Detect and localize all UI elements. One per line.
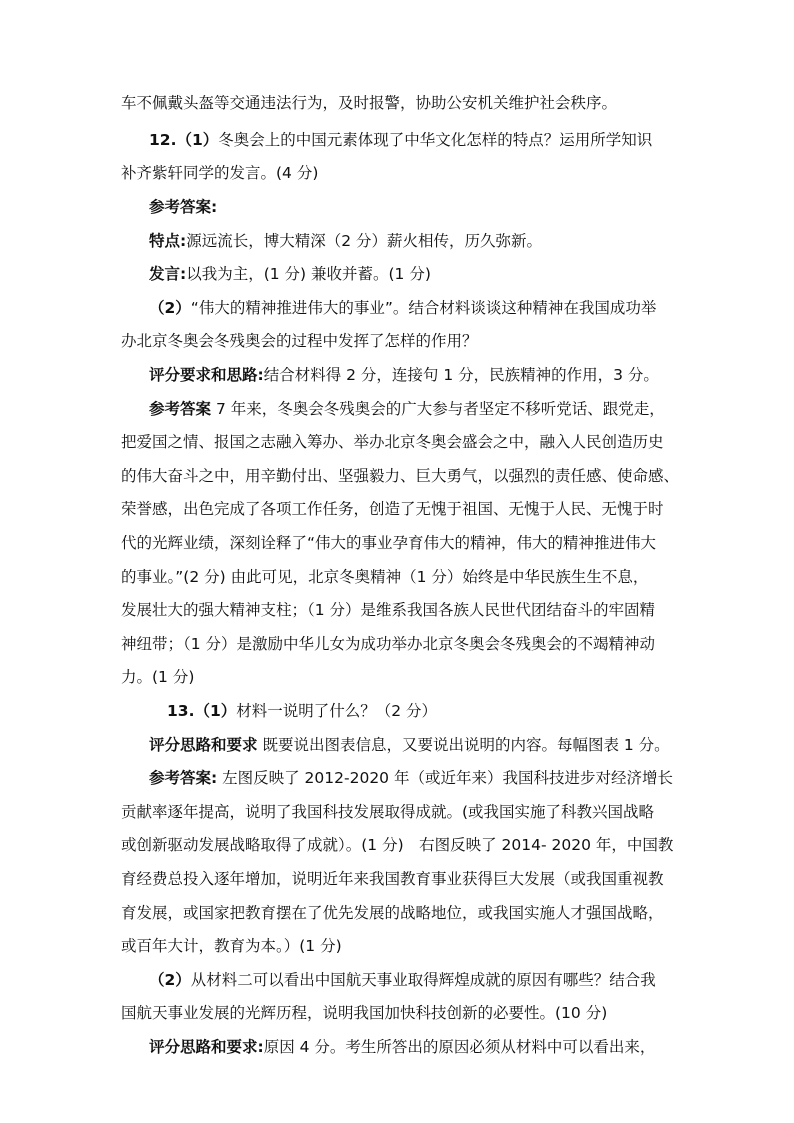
answer-line: 特点:源远流长，博大精深（2 分）薪火相传，历久弥新。 — [149, 232, 542, 250]
text-line: 育发展，或国家把教育摆在了优先发展的战略地位，或我国实施人才强国战略， — [121, 904, 664, 922]
scoring-line: 评分思路和要求:原因 4 分。考生所答出的原因必须从材料中可以看出来， — [149, 1038, 656, 1056]
text-line: 或百年大计，教育为本。）(1 分) — [121, 937, 342, 955]
question-13-2: （2）从材料二可以看出中国航天事业取得辉煌成就的原因有哪些？结合我 — [149, 971, 656, 989]
text-line: 或创新驱动发展战略取得了成就）。(1 分) 右图反映了 2014- 2020 年，中国教 — [121, 836, 674, 854]
text-line: 代的光辉业绩，深刻诠释了“伟大的事业孕育伟大的精神，伟大的精神推进伟大 — [121, 534, 657, 552]
scoring-line: 评分思路和要求 既要说出图表信息，又要说出说明的内容。每幅图表 1 分。 — [149, 736, 670, 754]
text-line: 办北京冬奥会冬残奥会的过程中发挥了怎样的作用？ — [121, 332, 478, 350]
question-12-2: （2）“伟大的精神推进伟大的事业”。结合材料谈谈这种精神在我国成功举 — [149, 299, 657, 317]
text-line: 补齐紫轩同学的发言。(4 分) — [121, 164, 319, 182]
answer-heading: 参考答案: — [149, 198, 218, 216]
question-12-1: 12.（1）冬奥会上的中国元素体现了中华文化怎样的特点？运用所学知识 — [149, 131, 653, 149]
text-line: 把爱国之情、报国之志融入筹办、举办北京冬奥会盛会之中，融入人民创造历史 — [121, 433, 664, 451]
text-line: 育经费总投入逐年增加，说明近年来我国教育事业获得巨大发展（或我国重视教 — [121, 870, 664, 888]
text-line: 国航天事业发展的光辉历程，说明我国加快科技创新的必要性。(10 分) — [121, 1004, 608, 1022]
text-line: 发展壮大的强大精神支柱；（1 分）是维系我国各族人民世代团结奋斗的牢固精 — [121, 601, 656, 619]
text-line: 贡献率逐年提高，说明了我国科技发展取得成就。(或我国实施了科教兴国战略 — [121, 803, 655, 821]
text-line: 荣誉感，出色完成了各项工作任务，创造了无愧于祖国、无愧于人民、无愧于时 — [121, 500, 664, 518]
answer-line: 参考答案 7 年来，冬奥会冬残奥会的广大参与者坚定不移听党话、跟党走， — [149, 400, 665, 418]
question-13-1: 13.（1）材料一说明了什么？（2 分） — [167, 702, 438, 720]
text-line: 神纽带；（1 分）是激励中华儿女为成功举办北京冬奥会冬残奥会的不竭精神动 — [121, 635, 656, 653]
answer-line: 参考答案: 左图反映了 2012-2020 年（或近年来）我国科技进步对经济增长 — [149, 769, 673, 787]
answer-line: 发言:以我为主，(1 分) 兼收并蓄。(1 分) — [149, 265, 431, 283]
text-line: 的伟大奋斗之中，用辛勤付出、坚强毅力、巨大勇气，以强烈的责任感、使命感、 — [121, 467, 680, 485]
scoring-line: 评分要求和思路:结合材料得 2 分，连接句 1 分，民族精神的作用，3 分。 — [149, 366, 659, 384]
text-line: 力。(1 分) — [121, 668, 195, 686]
text-line: 的事业。”(2 分) 由此可见，北京冬奥精神（1 分）始终是中华民族生生不息， — [121, 568, 649, 586]
text-line: 车不佩戴头盔等交通违法行为，及时报警，协助公安机关维护社会秩序。 — [121, 94, 618, 112]
question-number: 12.（1） — [149, 131, 219, 149]
